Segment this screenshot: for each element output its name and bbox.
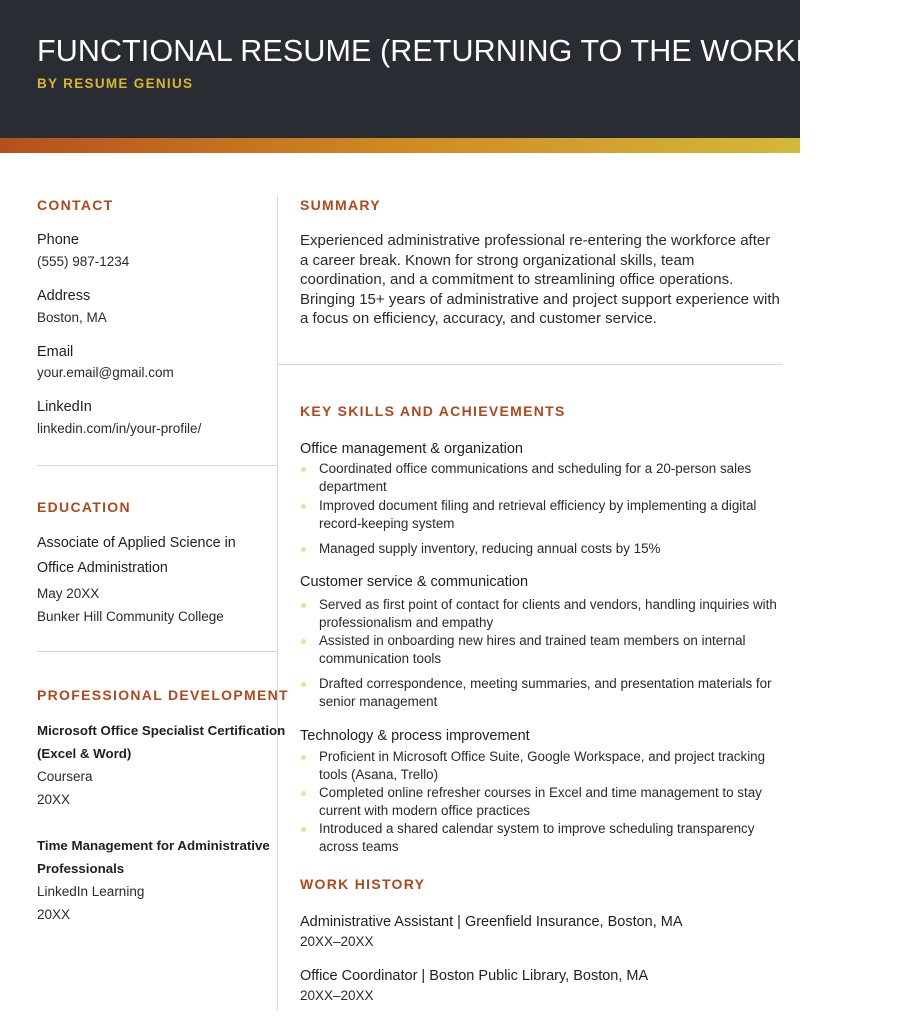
list-item: Coordinated office communications and scheduling for a 20-person sales department <box>300 460 780 496</box>
pd-item-2-name-line-2: Professionals <box>37 861 125 876</box>
bullet-dot-icon <box>301 547 306 552</box>
list-item: Drafted correspondence, meeting summaries, and presentation materials for senior management <box>300 675 780 711</box>
summary-section-title: SUMMARY <box>300 197 381 213</box>
list-item: Served as first point of contact for clients and vendors, handling inquiries with professionalism and empathy <box>300 596 780 632</box>
pd-item-1-name-line-1: Microsoft Office Specialist Certification <box>37 723 286 738</box>
job-1-title: Administrative Assistant | Greenfield Insurance, Boston, MA <box>300 914 683 930</box>
pd-item-2-provider: LinkedIn Learning <box>37 884 145 899</box>
resume-title: FUNCTIONAL RESUME (RETURNING TO THE WORKFORCE) <box>37 34 913 68</box>
contact-linkedin-label: LinkedIn <box>37 399 92 415</box>
bullet-dot-icon <box>301 682 306 687</box>
accent-gradient-bar <box>0 138 800 153</box>
education-date: May 20XX <box>37 586 100 601</box>
job-2-title: Office Coordinator | Boston Public Library, Boston, MA <box>300 968 649 984</box>
skills-section-title: KEY SKILLS AND ACHIEVEMENTS <box>300 403 566 419</box>
contact-address-value: Boston, MA <box>37 310 107 325</box>
pd-item-1-year: 20XX <box>37 792 71 807</box>
bullet-dot-icon <box>301 827 306 832</box>
pd-item-2-name-line-1: Time Management for Administrative <box>37 838 270 853</box>
skill-group-3-heading: Technology & process improvement <box>300 728 530 744</box>
contact-email-value: your.email@gmail.com <box>37 365 174 380</box>
bullet-dot-icon <box>301 755 306 760</box>
bullet-dot-icon <box>301 791 306 796</box>
column-divider <box>277 195 278 1010</box>
bullet-dot-icon <box>301 603 306 608</box>
education-degree-line-2: Office Administration <box>37 560 168 576</box>
skill-group-1-list <box>300 460 780 558</box>
work-history-section-title: WORK HISTORY <box>300 876 426 892</box>
contact-divider <box>37 465 277 466</box>
bullet-dot-icon <box>301 504 306 509</box>
pd-item-1-name-line-2: (Excel & Word) <box>37 746 132 761</box>
contact-linkedin-value: linkedin.com/in/your-profile/ <box>37 421 202 436</box>
education-divider <box>37 651 277 652</box>
contact-section-title: CONTACT <box>37 197 114 213</box>
list-item: Improved document filing and retrieval efficiency by implementing a digital record-keeping system <box>300 497 780 533</box>
list-item: Introduced a shared calendar system to improve scheduling transparency across teams <box>300 820 780 856</box>
pd-item-2-year: 20XX <box>37 907 71 922</box>
contact-phone-value: (555) 987-1234 <box>37 254 130 269</box>
skill-group-1-heading: Office management & organization <box>300 441 524 457</box>
contact-address-label: Address <box>37 288 91 304</box>
bullet-dot-icon <box>301 639 306 644</box>
summary-text: Experienced administrative professional re-entering the workforce after a career break. Known for strong organizational skills, team coordination, and a commitment to streamlining office operations. Bringing 15+ years of administrative and project support experience with a focus on efficiency, accuracy, and customer service. <box>300 232 780 328</box>
job-2-dates: 20XX–20XX <box>300 988 374 1003</box>
skill-group-2-heading: Customer service & communication <box>300 574 529 590</box>
job-1-dates: 20XX–20XX <box>300 934 374 949</box>
contact-email-label: Email <box>37 344 74 360</box>
resume-byline: BY RESUME GENIUS <box>37 76 194 91</box>
list-item: Assisted in onboarding new hires and trained team members on internal communication tools <box>300 632 780 668</box>
education-school: Bunker Hill Community College <box>37 609 224 624</box>
education-section-title: EDUCATION <box>37 499 131 515</box>
list-item: Managed supply inventory, reducing annual costs by 15% <box>300 540 780 558</box>
list-item: Completed online refresher courses in Excel and time management to stay current with modern office practices <box>300 784 780 820</box>
education-degree-line-1: Associate of Applied Science in <box>37 535 236 551</box>
pd-item-1-provider: Coursera <box>37 769 93 784</box>
summary-divider <box>278 364 782 365</box>
professional-development-section-title: PROFESSIONAL DEVELOPMENT <box>37 687 289 703</box>
list-item: Proficient in Microsoft Office Suite, Google Workspace, and project tracking tools (Asana, Trello) <box>300 748 780 784</box>
skill-group-3-list <box>300 748 780 856</box>
resume-header <box>0 0 913 138</box>
contact-phone-label: Phone <box>37 232 79 248</box>
skill-group-2-list <box>300 596 780 711</box>
bullet-dot-icon <box>301 467 306 472</box>
